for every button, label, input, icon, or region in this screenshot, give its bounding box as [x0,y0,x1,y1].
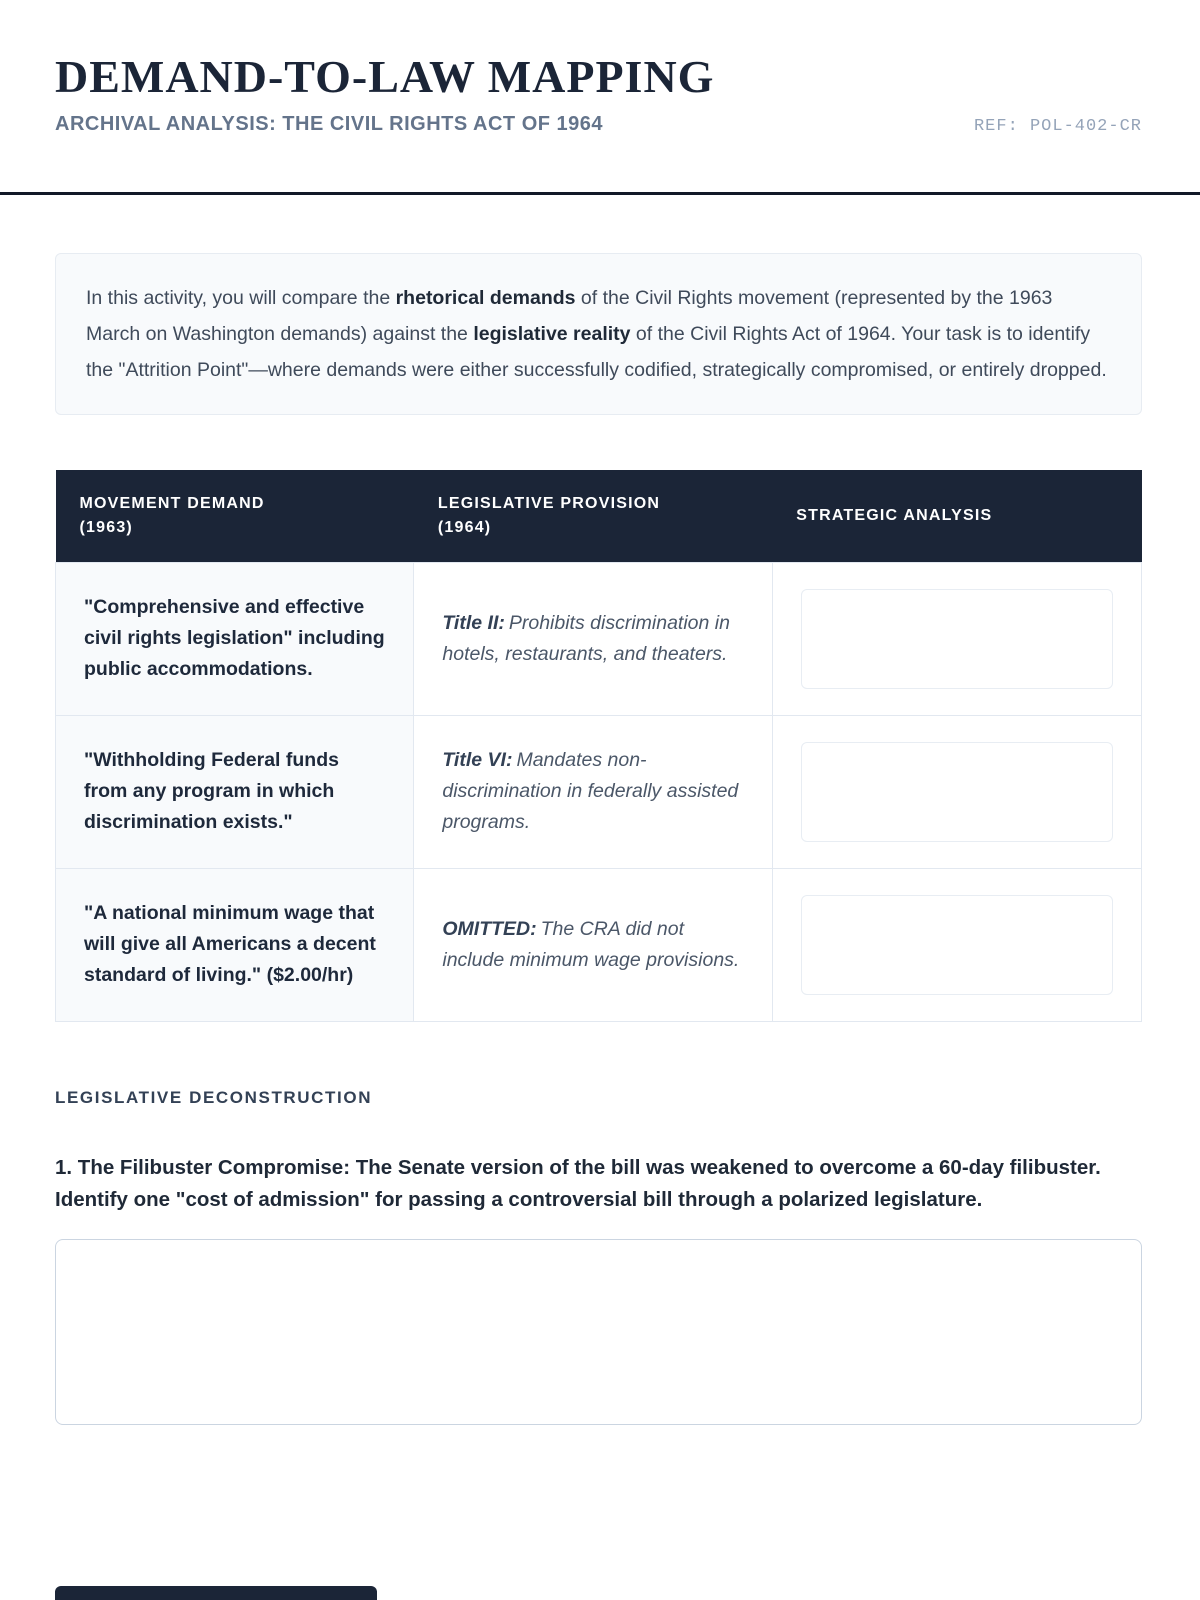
section-heading-legislative-deconstruction: LEGISLATIVE DECONSTRUCTION [55,1087,373,1107]
analysis-cell [772,562,1141,715]
intro-bold-1: rhetorical demands [395,286,576,309]
provision-title-label: OMITTED: [442,917,537,940]
table-row [56,562,1142,715]
bottom-button-partial[interactable] [55,1586,377,1600]
intro-text-3: of the Civil Rights Act of 1964. Your task is to identify the "Attrition Point"—where demands were either successfully codified, strategically compromised, or entirely dropped. [86,322,1107,381]
provision-cell [414,562,772,715]
analysis-cell [772,715,1141,868]
table-row [56,715,1142,868]
intro-callout [55,253,1142,415]
demand-law-table [55,470,1142,1022]
analysis-cell [772,868,1141,1021]
intro-bold-2: legislative reality [473,322,631,345]
demand-cell: "A national minimum wage that will give all Americans a decent standard of living." ($2.00/hr) [56,868,414,1021]
page-title: DEMAND-TO-LAW MAPPING [55,51,715,102]
column-header-text: (1963) [79,518,133,536]
strategic-analysis-input-3[interactable] [801,895,1113,995]
header-divider [0,192,1200,195]
provision-title-label: Title II: [442,611,505,634]
strategic-analysis-input-1[interactable] [801,589,1113,689]
table-header-row [56,470,1142,563]
provision-cell [414,868,772,1021]
table-row [56,868,1142,1021]
column-header-text: LEGISLATIVE PROVISION [437,494,661,512]
column-header-text: STRATEGIC ANALYSIS [796,506,993,524]
reference-code: REF: POL-402-CR [973,116,1142,136]
column-header-text: MOVEMENT DEMAND [79,494,265,512]
header-row [55,113,1142,136]
column-header-text: (1964) [437,518,492,536]
provision-text: Mandates non-discrimination in federally assisted programs. [442,749,739,834]
question-1-answer-input[interactable] [55,1239,1142,1425]
provision-title-label: Title VI: [442,749,513,771]
provision-text: Prohibits discrimination in hotels, restaurants, and theaters. [442,611,730,665]
strategic-analysis-input-2[interactable] [801,742,1113,842]
page-subtitle: ARCHIVAL ANALYSIS: THE CIVIL RIGHTS ACT OF 1964 [55,112,604,135]
demand-cell: "Withholding Federal funds from any program in which discrimination exists." [56,715,414,868]
column-header-movement-demand [56,470,414,563]
provision-text: The CRA did not include minimum wage provisions. [442,917,740,971]
demand-cell: "Comprehensive and effective civil rights legislation" including public accommodations. [56,562,414,715]
intro-text-1: In this activity, you will compare the [86,286,396,309]
column-header-strategic-analysis [772,470,1141,563]
intro-text-2: of the Civil Rights movement (represented by the 1963 March on Washington demands) against the [86,286,1053,345]
column-header-legislative-provision [414,470,772,563]
question-1-text: 1. The Filibuster Compromise: The Senate version of the bill was weakened to overcome a 60-day filibuster. Identify one "cost of admission" for passing a controversial bill through a polarized legislature. [55,1155,1101,1211]
provision-cell [414,715,772,868]
